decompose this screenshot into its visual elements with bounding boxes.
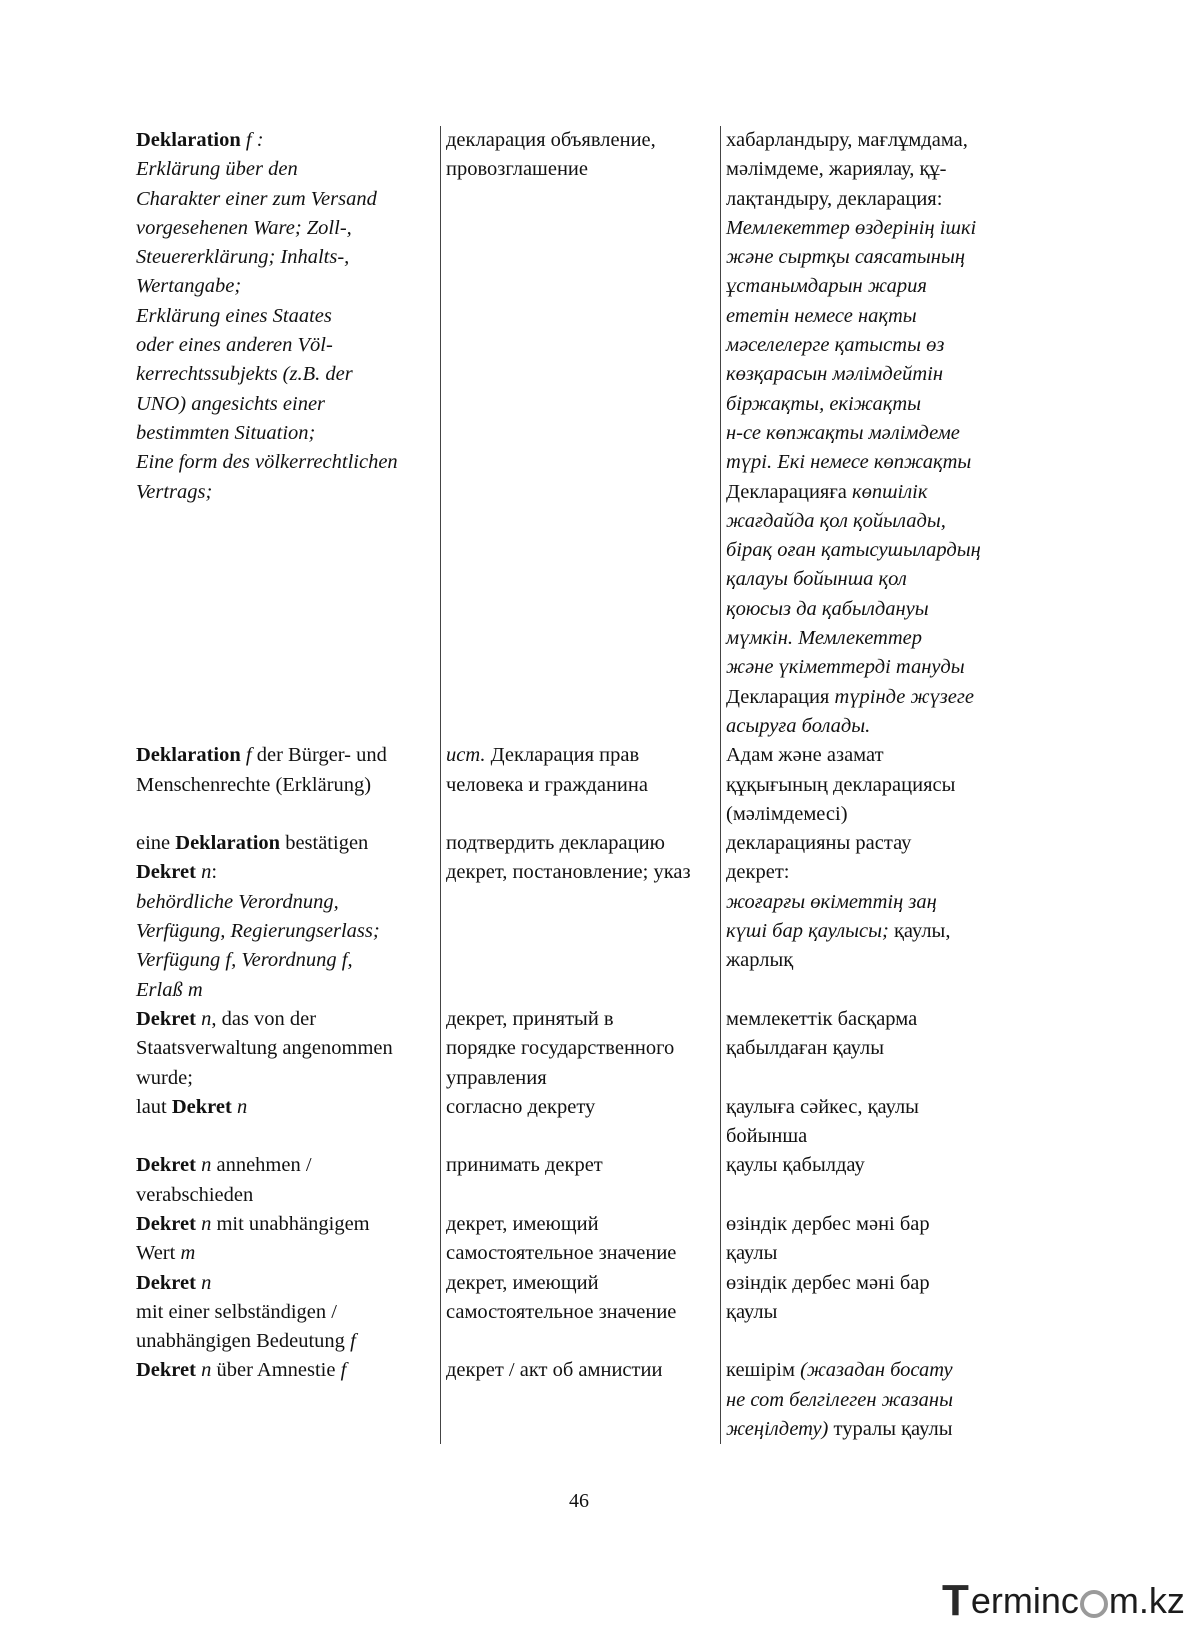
entry-text: қабылдаған қаулы [726,1037,884,1060]
entry-line [136,448,436,477]
entry-line [726,536,1050,565]
entry-text: көзқарасын мәлімдейтін [726,363,943,386]
entry-text: бойынша [726,1125,808,1148]
entry-line [136,1269,436,1298]
entry-text: f : [240,129,264,151]
entry-line [726,448,1050,477]
entry-text: мәселелерге қатысты өз [726,334,945,357]
entry-text: , das von der [211,1007,317,1030]
entry-text: және сыртқы саясатының [726,246,966,269]
entry-text: laut [136,1095,172,1118]
entry-line [446,858,716,887]
headword-text: Dekret [136,1359,196,1382]
german-term-cell [136,858,441,1004]
german-term-cell [136,1005,441,1093]
dictionary-entry-row [136,1356,1050,1444]
entry-text: Wert [136,1242,181,1265]
entry-line [136,888,436,917]
german-term-cell [136,1269,441,1357]
russian-term-cell [441,829,721,858]
entry-text: қаулыға сәйкес, қаулы [726,1095,919,1118]
entry-text: порядке государственного [446,1037,675,1060]
entry-text: декрет, имеющий [446,1271,599,1294]
entry-text: (мәлімдемесі) [726,802,848,825]
entry-text: n [195,1212,212,1235]
dictionary-entry-row [136,1210,1050,1269]
entry-line [446,1151,716,1180]
entry-text: декларация объявление, [446,129,656,151]
entry-line [726,595,1050,624]
entry-line [726,272,1050,301]
kazakh-term-cell [721,1005,1051,1093]
entry-line [136,419,436,448]
entry-line [136,1093,436,1122]
dictionary-table-body [136,126,1050,1444]
headword-text: Dekret [136,1154,196,1177]
entry-text: провозглашение [446,158,588,181]
entry-line [726,126,1050,155]
entry-text: асыруға болады. [726,714,871,737]
entry-text: құқығының декларациясы [726,773,956,796]
entry-text: самостоятельное значение [446,1242,677,1265]
entry-line [726,653,1050,682]
entry-text: behördliche Verordnung, [136,890,339,913]
entry-text: annehmen / [211,1154,312,1177]
entry-line [136,1210,436,1239]
russian-term-cell [441,1093,721,1152]
entry-line [446,1093,716,1122]
entry-line [446,155,716,184]
entry-text: wurde; [136,1066,193,1089]
entry-text: f [350,1330,356,1353]
entry-text: подтвердить декларацию [446,832,665,855]
entry-text: Verfügung f, Verordnung f, [136,949,353,972]
entry-line [136,331,436,360]
entry-line [136,214,436,243]
entry-line [726,1269,1050,1298]
entry-line [136,478,436,507]
kazakh-term-cell [721,858,1051,1004]
kazakh-term-cell [721,1356,1051,1444]
entry-text: : [211,861,218,884]
entry-line [726,1034,1050,1063]
entry-text: verabschieden [136,1183,254,1206]
entry-line [726,360,1050,389]
entry-text: Verfügung, Regierungserlass; [136,920,380,943]
entry-text: декларацияны растау [726,832,912,855]
entry-line [726,507,1050,536]
entry-line [446,1210,716,1239]
entry-text: управления [446,1066,547,1089]
entry-text: mit unabhängigem [211,1212,370,1235]
entry-text: декрет: [726,861,790,884]
entry-line [136,1151,436,1180]
entry-line [446,1064,716,1093]
german-term-cell [136,1151,441,1210]
entry-text: лақтандыру, декларация: [726,187,943,210]
entry-line [726,946,1050,975]
watermark-logo-text-start: erminc [970,1580,1079,1621]
entry-line [726,800,1050,829]
entry-text: oder eines anderen Völ- [136,334,333,357]
entry-text: түрінде жүзеге [834,685,974,708]
dictionary-entry-row [136,1151,1050,1210]
headword-text: Dekret [136,1007,196,1030]
entry-text: өзіндік дербес мәні бар [726,1212,930,1235]
entry-line [136,302,436,331]
kazakh-term-cell [721,1210,1051,1269]
entry-text: UNO) angesichts einer [136,392,326,415]
german-term-cell [136,1093,441,1152]
german-term-cell [136,741,441,829]
entry-line [726,565,1050,594]
entry-text: n [195,861,212,884]
entry-text: хабарландыру, мағлұмдама, [726,129,968,151]
entry-text: декрет, принятый в [446,1007,614,1030]
russian-term-cell [441,1005,721,1093]
entry-text: қаулы қабылдау [726,1154,865,1177]
kazakh-term-cell [721,741,1051,829]
entry-text: der Bürger- und [256,744,387,767]
entry-line [136,390,436,419]
entry-text: bestimmten Situation; [136,421,316,444]
watermark-logo-ring-icon [1080,1590,1108,1618]
entry-line [446,1005,716,1034]
entry-line [726,1386,1050,1415]
entry-text: n [195,1154,212,1177]
entry-line [136,771,436,800]
entry-text: мүмкін. Мемлекеттер [726,627,922,650]
headword-text: Deklaration [136,129,241,151]
entry-line [726,858,1050,887]
headword-text: Deklaration [175,832,281,855]
entry-text: декрет, имеющий [446,1212,599,1235]
entry-line [726,888,1050,917]
dictionary-entry-row [136,1005,1050,1093]
entry-line [136,976,436,1005]
entry-line [136,1064,436,1093]
entry-text: жеңілдету) [726,1418,829,1441]
russian-term-cell [441,1356,721,1444]
entry-line [726,1415,1050,1444]
entry-line [446,829,716,858]
russian-term-cell [441,1269,721,1357]
entry-line [726,185,1050,214]
dictionary-entry-row [136,741,1050,829]
entry-line [446,1239,716,1268]
german-term-cell [136,1356,441,1444]
entry-line [726,741,1050,770]
entry-text: көпшілік [851,480,928,503]
entry-text: Menschenrechte (Erklärung) [136,773,372,796]
entry-text: n [231,1095,248,1118]
entry-line [446,1298,716,1327]
entry-line [136,917,436,946]
entry-line [446,741,716,770]
dictionary-entry-row [136,829,1050,858]
entry-text: ететін немесе нақты [726,304,917,327]
entry-text: eine [136,832,176,855]
entry-line [726,302,1050,331]
entry-line [726,683,1050,712]
entry-text: қалауы бойынша қол [726,568,907,591]
entry-line [726,771,1050,800]
russian-term-cell [441,741,721,829]
entry-text: жоғарғы өкіметтің заң [726,890,937,913]
entry-line [136,155,436,184]
entry-line [446,771,716,800]
entry-line [136,126,436,155]
watermark-logo [942,1576,1185,1626]
entry-text: Wertangabe; [136,275,242,298]
entry-line [726,1239,1050,1268]
entry-text: және үкіметтерді тануды [726,656,965,679]
german-term-cell [136,126,441,741]
entry-line [136,1327,436,1356]
entry-text: согласно декрету [446,1095,596,1118]
page-number: 46 [569,1490,589,1512]
entry-text: Мемлекеттер өздерінің ішкі [726,216,977,239]
entry-line [726,1093,1050,1122]
entry-text: vorgesehenen Ware; Zoll-, [136,216,352,239]
kazakh-term-cell [721,126,1051,741]
entry-text: күші бар қаулысы; [726,920,889,943]
entry-text: m [180,1242,196,1265]
entry-line [726,1151,1050,1180]
entry-line [136,272,436,301]
dictionary-entry-row [136,126,1050,741]
entry-text: Eine form des völkerrechtlichen [136,451,398,474]
kazakh-term-cell [721,1151,1051,1210]
entry-text: Staatsverwaltung angenommen [136,1037,393,1060]
watermark-logo-letter: T [942,1576,969,1625]
entry-line [726,624,1050,653]
entry-text: қаулы, [888,920,951,943]
entry-text: unabhängigen Bedeutung [136,1330,351,1353]
entry-text: жағдайда қол қойылады, [726,509,946,532]
entry-line [726,390,1050,419]
entry-text: мемлекеттік басқарма [726,1007,918,1030]
entry-line [136,1356,436,1385]
entry-text: түрі. Екі немесе көпжақты [726,451,972,474]
entry-text: кешірім [726,1359,801,1382]
entry-line [136,243,436,272]
entry-line [136,1034,436,1063]
entry-line [726,419,1050,448]
entry-text: мәлімдеме, жариялау, құ- [726,158,947,181]
entry-line [726,478,1050,507]
entry-line [726,1210,1050,1239]
entry-line [136,1181,436,1210]
headword-text: Dekret [136,1271,196,1294]
entry-text: н-се көпжақты мәлімдеме [726,421,960,444]
entry-text: қаулы [726,1300,778,1323]
entry-line [136,829,436,858]
entry-text: n [195,1007,212,1030]
russian-term-cell [441,1210,721,1269]
entry-line [726,1122,1050,1151]
entry-text: человека и гражданина [446,773,648,796]
headword-text: Dekret [136,861,196,884]
entry-text: Steuererklärung; Inhalts-, [136,246,350,269]
entry-line [446,1034,716,1063]
entry-text: ист. [446,744,486,767]
entry-line [726,829,1050,858]
entry-text: өзіндік дербес мәні бар [726,1271,930,1294]
entry-line [136,741,436,770]
kazakh-term-cell [721,1269,1051,1357]
entry-text: бірақ оған қатысушылардың [726,539,981,562]
entry-text: ұстанымдарын жария [726,275,927,298]
russian-term-cell [441,1151,721,1210]
entry-text: Charakter einer zum Versand [136,187,377,210]
entry-text: не сот белгілеген жазаны [726,1388,953,1411]
watermark-logo-text-end: m.kz [1108,1580,1185,1621]
entry-text: Декларация прав [485,744,640,767]
entry-line [446,1269,716,1298]
russian-term-cell [441,126,721,741]
entry-text: принимать декрет [446,1154,603,1177]
kazakh-term-cell [721,1093,1051,1152]
entry-text: bestätigen [280,832,369,855]
entry-line [726,1005,1050,1034]
kazakh-term-cell [721,829,1051,858]
entry-line [136,1005,436,1034]
entry-line [726,214,1050,243]
entry-text: Декларацияға [726,480,852,503]
entry-text: f [240,744,257,767]
entry-line [726,712,1050,741]
entry-text: (жазадан босату [800,1359,953,1382]
entry-text: декрет / акт об амнистии [446,1359,663,1382]
entry-text: самостоятельное значение [446,1300,677,1323]
entry-text: Erklärung eines Staates [136,304,332,327]
german-term-cell [136,1210,441,1269]
entry-line [136,858,436,887]
entry-line [726,917,1050,946]
entry-line [446,126,716,155]
entry-text: қоюсыз да қабылдануы [726,597,929,620]
dictionary-table [136,126,1050,1444]
entry-text: Адам және азамат [726,744,884,767]
entry-line [446,1356,716,1385]
dictionary-entry-row [136,1093,1050,1152]
headword-text: Dekret [171,1095,232,1118]
entry-text: жарлық [726,949,794,972]
entry-text: декрет, постановление; указ [446,861,691,884]
entry-line [726,1356,1050,1385]
entry-text: қаулы [726,1242,778,1265]
dictionary-entry-row [136,1269,1050,1357]
headword-text: Dekret [136,1212,196,1235]
entry-text: mit einer selbständigen / [136,1300,337,1323]
entry-text: Декларация [726,685,835,708]
entry-line [136,946,436,975]
entry-line [726,331,1050,360]
entry-text: туралы қаулы [828,1418,953,1441]
entry-text: біржақты, екіжақты [726,392,922,415]
russian-term-cell [441,858,721,1004]
entry-text: n [195,1271,212,1294]
entry-line [136,360,436,389]
entry-line [726,155,1050,184]
entry-text: f [340,1359,347,1382]
entry-text: Vertrags; [136,480,213,503]
entry-text: Erlaß m [136,978,203,1001]
entry-line [136,1298,436,1327]
headword-text: Deklaration [136,744,241,767]
entry-text: n [195,1359,212,1382]
entry-text: Erklärung über den [136,158,298,181]
entry-line [136,185,436,214]
entry-line [136,1239,436,1268]
dictionary-entry-row [136,858,1050,1004]
entry-text: über Amnestie [211,1359,341,1382]
entry-text: kerrechtssubjekts (z.B. der [136,363,353,386]
german-term-cell [136,829,441,858]
entry-line [726,243,1050,272]
entry-line [726,1298,1050,1327]
